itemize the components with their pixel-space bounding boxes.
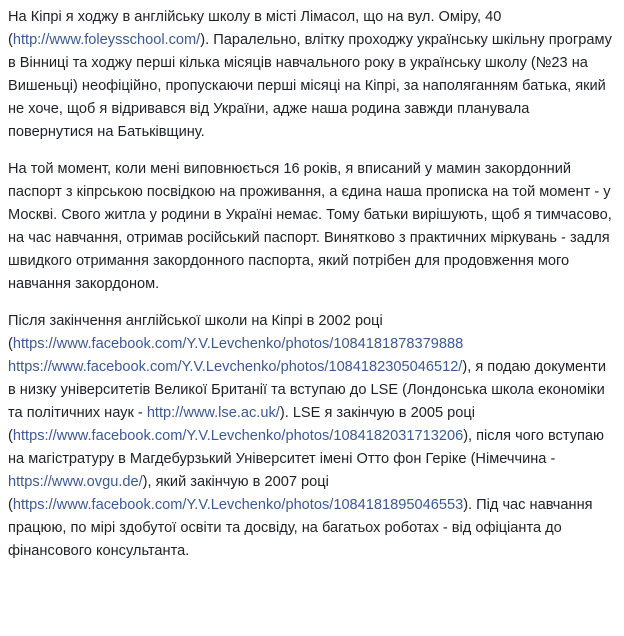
text-run: ), я подаю документи в низку університетів Великої Британії та вступаю до LSE (Лондонська школа економіки та політичних наук - — [8, 359, 606, 421]
text-run: На Кіпрі я ходжу в англійську школу в місті Лімасол, що на вул. Оміру, 40 ( — [8, 9, 502, 48]
external-link[interactable]: https://www.facebook.com/Y.V.Levchenko/photos/1084182305046512/ — [8, 359, 463, 375]
text-run: ), після чого вступаю на магістратуру в Магдебурзький Університет імені Отто фон Геріке (Німеччина - — [8, 428, 604, 467]
text-run: ), який закінчую в 2007 році ( — [8, 474, 329, 513]
paragraph — [8, 6, 616, 144]
paragraph — [8, 158, 616, 296]
external-link[interactable]: https://www.facebook.com/Y.V.Levchenko/photos/1084182031713206 — [12, 428, 464, 444]
text-run: На той момент, коли мені виповнюється 16 років, я вписаний у мамин закордонний паспорт з кіпрською посвідкою на проживання, а єдина наша прописка на той момент - у Москві. Свого житла у родини в Україні немає. Тому батьки вирішують, щоб я тимчасово, на час навчання, отримав російський паспорт. Винятково з практичних міркувань - задля швидкого отримання закордонного паспорта, який потрібен для продовження мого навчання закордоном. — [8, 161, 612, 292]
paragraph-list — [8, 6, 616, 563]
external-link[interactable]: http://www.lse.ac.uk/ — [146, 405, 280, 421]
text-run: ). Під час навчання працюю, по мірі здобутої освіти та досвіду, на багатьох роботах - від офіціанта до фінансового консультанта. — [8, 497, 593, 559]
external-link[interactable]: http://www.foleysschool.com/ — [12, 32, 201, 48]
text-run: Після закінчення англійської школи на Кіпрі в 2002 році ( — [8, 313, 383, 352]
text-run: ). LSE я закінчую в 2005 році ( — [8, 405, 475, 444]
external-link[interactable]: https://www.facebook.com/Y.V.Levchenko/photos/1084181895046553 — [12, 497, 464, 513]
external-link[interactable]: https://www.ovgu.de/ — [8, 474, 143, 490]
external-link[interactable]: https://www.facebook.com/Y.V.Levchenko/photos/1084181878379888 — [12, 336, 464, 352]
paragraph — [8, 310, 616, 563]
text-run: ). Паралельно, влітку проходжу українську шкільну програму в Вінниці та ходжу перші кілька місяців навчального року в українську школу (№23 на Вишеньці) неофіційно, пропускаючи перші місяці на Кіпрі, за наполяганням батька, який не хоче, щоб я відривався від України, адже наша родина завжди планувала повернутися на Батьківщину. — [8, 32, 612, 140]
